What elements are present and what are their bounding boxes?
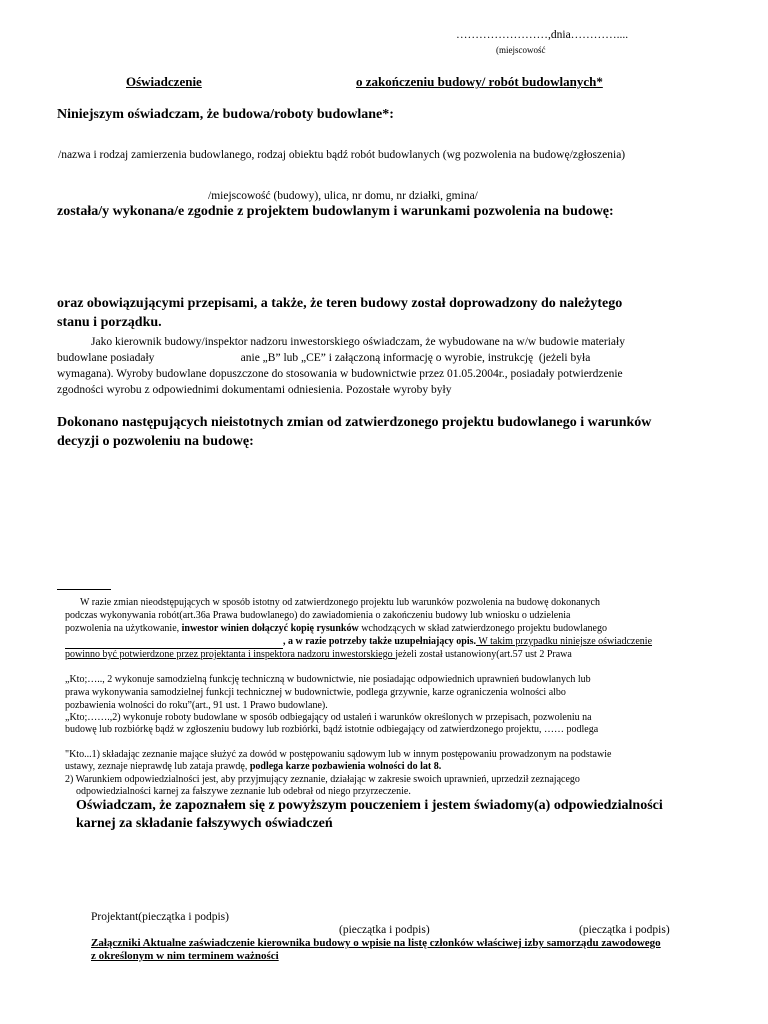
attachments-line-2: z określonym w nim terminem ważności [91, 950, 279, 962]
footnote2-line-2: prawa wykonywania samodzielnej funkcji technicznej w budownictwie, podlega grzywnie, karze ograniczenia wolności albo [65, 687, 566, 698]
footnote1-line-3a: pozwolenia na użytkowanie, [65, 623, 182, 634]
place-label: (miejscowość [496, 45, 546, 55]
footnote-separator [57, 589, 111, 590]
executed-heading: została/y wykonana/e zgodnie z projektem budowlanym i warunkami pozwolenia na budowę: [57, 204, 614, 219]
footnote1-line-2: podczas wykonywania robót(art.36a Prawa budowlanego) do zawiadomienia o zakończeniu budowy lub wniosku o udzielenia [65, 610, 571, 621]
title-right: o zakończeniu budowy/ robót budowlanych* [356, 74, 603, 89]
footnote2-line-1: „Kto;….., 2 wykonuje samodzielną funkcję techniczną w budownictwie, nie posiadając odpowiednich uprawnień budowlanych lub [65, 674, 591, 685]
regulations-line-1: oraz obowiązującymi przepisami, a także, że teren budowy został doprowadzony do należytego [57, 296, 623, 311]
date-line: ……………………,dnia………….... [456, 29, 629, 41]
footnote3-line-2a: ustawy, zeznaje nieprawdę lub zataja prawdę, [65, 761, 250, 772]
footnote2-line-3: pozbawienia wolności do roku”(art., 91 ust. 1 Prawo budowlane). [65, 700, 328, 711]
declaration-line-2: karnej za składanie fałszywych oświadczeń [76, 816, 333, 831]
footnote1-line-3 [65, 623, 607, 634]
materials-line-2: budowlane posiadały anie „B” lub „CE” i załączoną informację o wyrobie, instrukcję (jeżeli była [57, 352, 591, 364]
footnote1-line-5b: jeżeli został ustanowiony(art.57 ust 2 Prawa [395, 649, 572, 660]
signature-right: (pieczątka i podpis) [579, 924, 670, 936]
attachments-line-1: Załączniki Aktualne zaświadczenie kierownika budowy o wpisie na listę członków właściwej izby samorządu zawodowego [91, 937, 661, 949]
footnote1-line-4 [283, 636, 652, 647]
footnote1-line-4a: , a w razie potrzeby także uzupełniający opis. [283, 636, 477, 647]
materials-line-1: Jako kierownik budowy/inspektor nadzoru inwestorskiego oświadczam, że wybudowane na w/w budowie materiały [91, 336, 625, 348]
footnote2-line-4: „Kto;…….,2) wykonuje roboty budowlane w sposób odbiegający od ustaleń i warunków określonych w przepisach, pozwoleniu na [65, 712, 592, 723]
signature-designer: Projektant(pieczątka i podpis) [91, 911, 229, 923]
intro-heading: Niniejszym oświadczam, że budowa/roboty budowlane*: [57, 107, 394, 122]
footnote1-line-4b: W takim przypadku niniejsze oświadczenie [476, 636, 653, 647]
footnote2-line-5: budowę lub rozbiórkę bądź w zgłoszeniu budowy lub rozbiórki, bądź istotnie odbiegający od zatwierdzonego projektu, …… podlega [65, 724, 599, 735]
footnote1-line-3c: wchodzących w skład zatwierdzonego projektu budowlanego [358, 623, 607, 634]
address-hint: /miejscowość (budowy), ulica, nr domu, nr działki, gmina/ [208, 190, 478, 202]
signature-middle: (pieczątka i podpis) [339, 924, 430, 936]
footnote3-line-2 [65, 761, 441, 772]
declaration-line-1: Oświadczam, że zapoznałem się z powyższym pouczeniem i jestem świadomy(a) odpowiedzialności [76, 798, 663, 813]
footnote3-line-3: 2) Warunkiem odpowiedzialności jest, aby przyjmujący zeznanie, działając w zakresie swoich uprawnień, uprzedził zeznającego [65, 774, 580, 785]
footnote3-line-2b: podlega karze pozbawienia wolności do lat 8. [249, 761, 442, 772]
footnote1-line-5a: powinno być potwierdzone przez projektanta i inspektora nadzoru inwestorskiego [65, 649, 396, 660]
changes-line-1: Dokonano następujących nieistotnych zmian od zatwierdzonego projektu budowlanego i warunków [57, 415, 652, 430]
regulations-line-2: stanu i porządku. [57, 315, 162, 330]
footnote1-line-1: W razie zmian nieodstępujących w sposób istotny od zatwierdzonego projektu lub warunków pozwolenia na budowę dokonanych [80, 597, 600, 608]
footnote1-line-3b: inwestor winien dołączyć kopię rysunków [181, 623, 359, 634]
changes-line-2: decyzji o pozwoleniu na budowę: [57, 434, 254, 449]
name-hint: /nazwa i rodzaj zamierzenia budowlanego, rodzaj obiektu bądź robót budowlanych (wg pozwolenia na budowę/zgłoszenia) [58, 149, 626, 161]
title-left: Oświadczenie [126, 74, 202, 89]
materials-line-4: zgodności wyrobu z odpowiednimi dokumentami odniesienia. Pozostałe wyroby były [57, 384, 452, 396]
footnote3-line-1: "Kto...1) składając zeznanie mające służyć za dowód w postępowaniu sądowym lub w innym postępowaniu prowadzonym na podstawie [65, 749, 612, 760]
footnote1-line-5 [65, 649, 572, 660]
footnote3-line-4: odpowiedzialności karnej za fałszywe zeznanie lub odebrał od niego przyrzeczenie. [76, 786, 411, 797]
materials-line-3: wymagana). Wyroby budowlane dopuszczone do stosowania w budownictwie przez 01.05.2004r., posiadały potwierdzenie [57, 368, 623, 380]
